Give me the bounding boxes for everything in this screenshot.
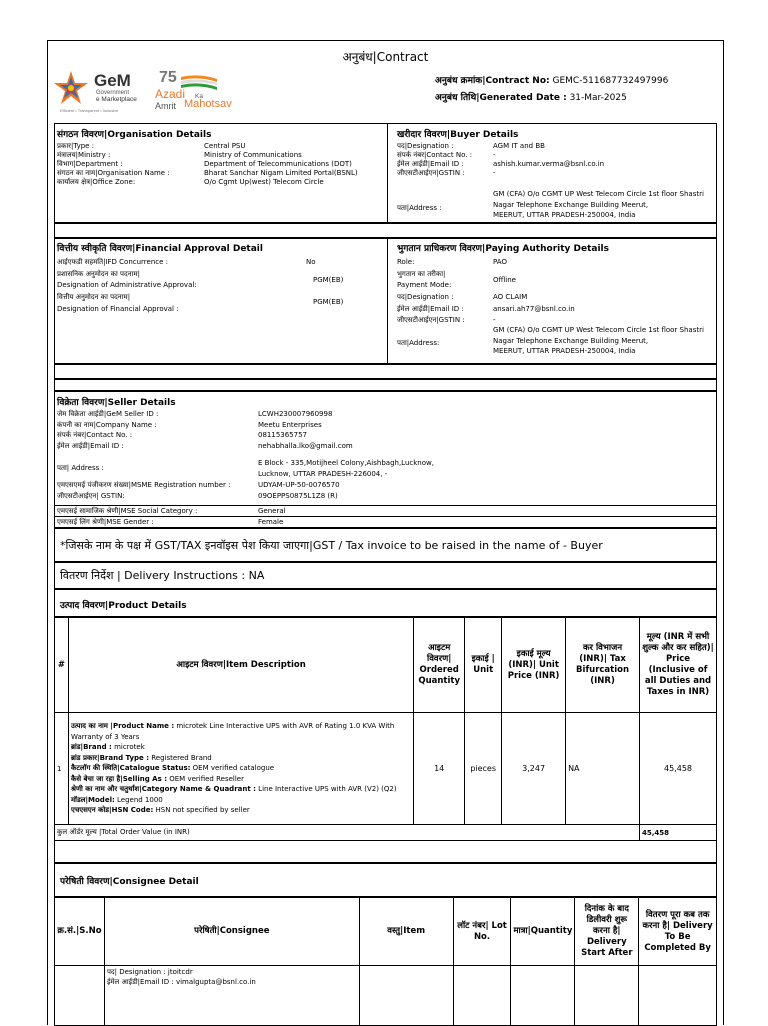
total-row [55,825,717,841]
col-delivery-complete: वितरण पूरा कब तक करना है| Delivery To Be Completed By [639,898,717,966]
consignee-table [54,897,717,1026]
paying-address: GM (CFA) O/o CGMT UP West Telecom Circle 1st floor Shastri Nagar Telephone Exchange Building Meerut, MEERUT, UTTAR PRADESH-250004, India [493,326,704,355]
table-row [55,713,717,825]
paying-designation-value: AO CLAIM [493,293,528,301]
col-hash: # [55,618,69,713]
mse-social-value: General [258,507,286,515]
col-delivery-start: दिनांक के बाद डिलीवरी शुरू करना है| Delivery Start After [575,898,639,966]
azadi-logo [153,69,248,113]
consignee-heading: परेषिती विवरण|Consignee Detail [60,877,199,887]
gem-star-icon [52,69,90,109]
financial-heading: वित्तीय स्वीकृति विवरण|Financial Approval Detail [57,244,263,254]
consignee-details-cell [104,966,359,1026]
seller-details-2: एमएसएमई पंजीकरण संख्या|MSME Registration number : UDYAM-UP-50-0076570 जीएसटीआईएन| GSTIN: 09OEPPS0875L1Z8 (R) [57,481,340,500]
total-label: कुल ऑर्डर मूल्य |Total Order Value (in INR) [55,825,640,841]
azadi-ka: Ka [195,93,203,100]
blank-row [54,223,717,238]
azadi-amrit: Amrit [155,101,176,111]
blank-row [54,364,717,379]
col-ordered-qty: आइटम विवरण| Ordered Quantity [414,618,465,713]
contract-date-value: 31-Mar-2025 [569,93,627,103]
unit-price-value: 3,247 [502,713,566,825]
paying-email-value: ansari.ah77@bsnl.co.in [493,305,575,313]
page-title: अनुबंध|Contract [342,50,429,64]
contract-number-value: GEMC-511687732497996 [552,76,669,86]
product-header-row [55,618,717,713]
azadi-75: 75 [159,69,177,86]
blank-row [54,840,717,863]
fin-approval-value: PGM(EB) [313,298,344,306]
buyer-address-label: पता|Address : [397,204,442,212]
azadi-word: Azadi [155,87,186,101]
seller-heading: विक्रेता विवरण|Seller Details [57,398,176,408]
col-consignee: परेषिती|Consignee [104,898,359,966]
contract-date-label: अनुबंध तिथि|Generated Date : [435,93,567,103]
paying-role-value: PAO [493,258,507,266]
tax-value: NA [566,713,640,825]
contract-date-line [435,90,627,103]
col-item: वस्तु|Item [359,898,453,966]
contract-number-label: अनुबंध क्रमांक|Contract No: [435,76,550,86]
paying-heading: भुगतान प्राधिकरण विवरण|Paying Authority Details [397,244,610,254]
mse-gender-value: Female [258,518,284,526]
contract-page: अनुबंध|Contract GeM Government e Marketplace Efficient • Transparent • Inclusive 75 Azadi Ka Amrit Mahotsav अनुबंध क्रमांक|Contract No: GEMC-511687732497996 अनुबंध तिथि|Generated Date : 31-Mar-2025 संगठन विवरण|Organisation Details खरीदार विवरण|Buyer Details प्रकार|Type : Central PSU मंत्रालय|Ministry : Ministry of Communications विभाग|Department : Department of Telecommunications (DOT) संगठन का नाम|Organisation Name : Bharat Sanchar Nigam Limited Portal(BSNL) कार्यालय क्षेत्र|Office Zone: O/o Cgmt Up(west) Telecom Circle पद|Designation : AGM IT and BB संपर्क नंबर|Contact No. : - ईमेल आईडी|Email ID : ashish.kumar.verma@bsnl.co.in जीएसटीआईएन|GSTIN : - पता|Address : GM (CFA) O/o CGMT UP West Telecom Circle 1st floor Shastri Nagar Telephone Exchange Building Meerut, MEERUT, UTTAR PRADESH-250004, India वित्तीय स्वीकृति विवरण|Financial Approval Detail भुगतान प्राधिकरण विवरण|Paying Authority Details आईएफडी सहमति|IFD Concurrence : No प्रशासनिक अनुमोदन का पदनाम| Designation of Administrative Approval: PGM(EB) वित्तीय अनुमोदन का पदनाम| Designation of Financial Approval : PGM(EB) Role: PAO भुगतान का तरीका| Payment Mode: Offline पद|Designation : AO CLAIM ईमेल आईडी|Email ID : ansari.ah77@bsnl.co.in जीएसटीआईएन|GSTIN : - पता|Address: GM (CFA) O/o CGMT UP West Telecom Circle 1st floor Shastri Nagar Telephone Exchange Building Meerut, MEERUT, UTTAR PRADESH-250004, India विक्रेता विवरण|Seller Details जेम विक्रेता आईडी|GeM Seller ID : LCWH230007960998 कंपनी का नाम|Company Name : Meetu Enterprises संपर्क नंबर|Contact No. : 08115365757 ईमेल आईडी|Email ID : nehabhalla.lko@gmail.com पता| Address : E Block - 335,Motijheel Colony,Aishbagh,Lucknow, Lucknow, UTTAR PRADESH-226004, - एमएसएमई पंजीकरण संख्या|MSME Registration number : UDYAM-UP-50-0076570 जीएसटीआईएन| GSTIN: 09OEPPS0875L1Z8 (R) एमएसई सामाजिक श्रेणी|MSE Social Category : General एमएसई लिंग श्रेणी|MSE Gender : Female *जिसके नाम के पक्ष में GST/TAX इनवॉइस पेश किया जाएगा|GST / Tax invoice to be raised in the name of - Buyer वितरण निर्देश | Delivery Instructions : NA उत्पाद विवरण|Product Details # आइटम विवरण|Item Description आइटम विवरण| Ordered Quantity इकाई | Unit इकाई मूल्य (INR)| Unit Price (INR) कर विभाजन (INR)| Tax Bifurcation (INR) मूल्य (INR में सभी शुल्क और कर सहित)| Price (Inclusive of all Duties and Taxes in INR) 1 उत्पाद का नाम |Product Name : microtek Line Interactive UPS with AVR of Rating 1.0 KVA With Warranty of 3 Years ब्रांड|Brand : microtek ब्रांड प्रकार|Brand Type : Registered Brand कैटलॉग की स्थिति|Catalogue Status: OEM verified catalogue कैसे बेचा जा रहा है|Selling As : OEM verified Reseller श्रेणी का नाम और चतुर्थांश|Category Name & Quadrant : Line Interactive UPS with AVR (V2) (Q2) मॉडल|Model: Legend 1000 एचएसएन कोड|HSN Code: HSN not specified by seller 14 pieces 3,247 NA 45,458 कुल ऑर्डर मूल्य |Total Order Value (in INR) 45,458 परेषिती विवरण|Consignee Detail क्र.सं.|S.No परेषिती|Consignee वस्तु|Item लॉट नंबर| Lot No. मात्रा|Quantity दिनांक के बाद डिलीवरी शुरू करना है| Delivery Start After वितरण पूरा कब तक करना है| Delivery To Be Completed By पद| Designation : jtoitcdr ईमेल आईडी|Email ID : vimalgupta@bsnl.co.in [47,40,724,1025]
table-row [55,966,717,1026]
ifd-value: No [306,258,316,266]
consignee-designation: पद| Designation : jtoitcdr [106,968,193,976]
col-tax-bifurcation: कर विभाजन (INR)| Tax Bifurcation (INR) [566,618,640,713]
payment-mode-value: Offline [493,276,516,284]
admin-approval-value: PGM(EB) [313,276,344,284]
gem-brand: GeM [94,71,131,90]
buyer-address: GM (CFA) O/o CGMT UP West Telecom Circle 1st floor Shastri Nagar Telephone Exchange Building Meerut, MEERUT, UTTAR PRADESH-250004, India [493,190,704,219]
row-num: 1 [55,713,69,825]
gem-logo [52,69,152,113]
col-lot-no: लॉट नंबर| Lot No. [453,898,511,966]
contract-number-line [435,73,668,86]
gem-sub1: Government [96,90,130,96]
buyer-heading: खरीदार विवरण|Buyer Details [397,130,519,140]
azadi-mahotsav: Mahotsav [184,98,232,110]
org-heading: संगठन विवरण|Organisation Details [57,130,212,140]
buyer-details: पद|Designation : AGM IT and BB संपर्क नंबर|Contact No. : - ईमेल आईडी|Email ID : ashish.kumar.verma@bsnl.co.in जीएसटीआईएन|GSTIN : - [397,142,605,177]
consignee-email: ईमेल आईडी|Email ID : vimalgupta@bsnl.co.in [106,978,256,986]
delivery-instructions: वितरण निर्देश | Delivery Instructions : NA [60,569,265,582]
seller-details: जेम विक्रेता आईडी|GeM Seller ID : LCWH230007960998 कंपनी का नाम|Company Name : Meetu Enterprises संपर्क नंबर|Contact No. : 08115365757 ईमेल आईडी|Email ID : nehabhalla.lko@gmail.com [57,410,353,450]
paying-gstin-value: - [493,316,496,324]
product-table [54,617,717,841]
total-value: 45,458 [640,825,717,841]
product-details-cell: उत्पाद का नाम |Product Name : microtek Line Interactive UPS with AVR of Rating 1.0 KVA With Warranty of 3 Years ब्रांड|Brand : microtek ब्रांड प्रकार|Brand Type : Registered Brand कैटलॉग की स्थिति|Catalogue Status: OEM verified catalogue कैसे बेचा जा रहा है|Selling As : OEM verified Reseller श्रेणी का नाम और चतुर्थांश|Category Name & Quadrant : Line Interactive UPS with AVR (V2) (Q2) मॉडल|Model: Legend 1000 एचएसएन कोड|HSN Code: HSN not specified by seller [68,713,413,825]
blank-row [54,379,717,391]
ordered-qty-value: 14 [414,713,465,825]
gem-tagline: Efficient • Transparent • Inclusive [60,108,119,113]
col-item-description: आइटम विवरण|Item Description [68,618,413,713]
col-unit: इकाई | Unit [465,618,502,713]
unit-value: pieces [465,713,502,825]
col-quantity: मात्रा|Quantity [511,898,575,966]
consignee-header-row [55,898,717,966]
product-heading: उत्पाद विवरण|Product Details [60,601,187,611]
col-price: मूल्य (INR में सभी शुल्क और कर सहित)| Price (Inclusive of all Duties and Taxes in INR) [640,618,717,713]
seller-address: E Block - 335,Motijheel Colony,Aishbagh,Lucknow, Lucknow, UTTAR PRADESH-226004, - [258,459,434,478]
gst-note: *जिसके नाम के पक्ष में GST/TAX इनवॉइस पेश किया जाएगा|GST / Tax invoice to be raised in the name of - Buyer [60,539,603,552]
col-unit-price: इकाई मूल्य (INR)| Unit Price (INR) [502,618,566,713]
col-sno: क्र.सं.|S.No [55,898,105,966]
gem-sub2: e Marketplace [96,96,137,103]
price-value: 45,458 [640,713,717,825]
org-details: प्रकार|Type : Central PSU मंत्रालय|Ministry : Ministry of Communications विभाग|Department : Department of Telecommunications (DOT) संगठन का नाम|Organisation Name : Bharat Sanchar Nigam Limited Portal(BSNL) कार्यालय क्षेत्र|Office Zone: O/o Cgmt Up(west) Telecom Circle [57,142,358,186]
